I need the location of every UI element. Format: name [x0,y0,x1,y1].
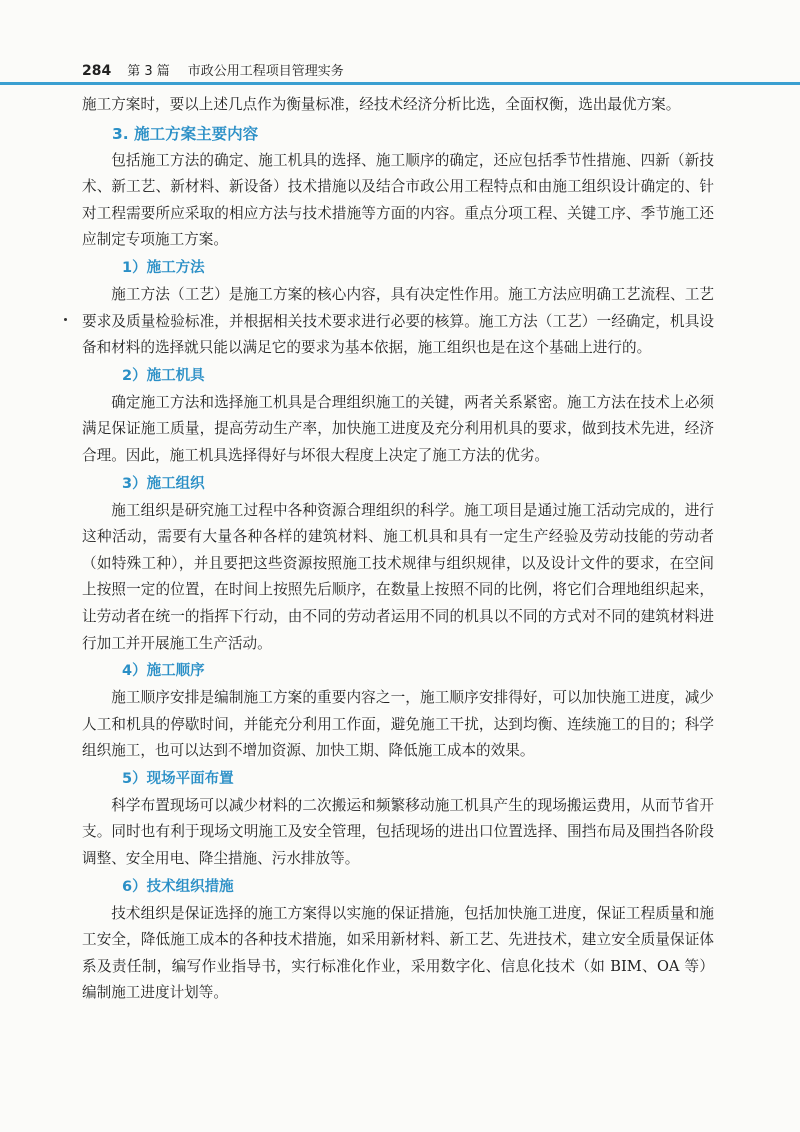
margin-mark [64,318,67,321]
subsection-heading-technical-measures: 6）技术组织措施 [122,878,234,895]
book-part-title: 市政公用工程项目管理实务 [187,64,344,79]
section-heading: 3. 施工方案主要内容 [112,124,259,143]
subsection-heading-machinery: 2）施工机具 [122,367,205,384]
subsection-paragraph-method: 施工方法（工艺）是施工方案的核心内容，具有决定性作用。施工方法应明确工艺流程、工艺要求及质量检验标准，并根据相关技术要求进行必要的核算。施工方法（工艺）一经确定，机具设备和材料的选择就只能以满足它的要求为基本依据，施工组织也是在这个基础上进行的。 [82,285,714,357]
header-rule [0,82,800,85]
subsection-heading-sequence: 4）施工顺序 [122,663,205,680]
subsection-paragraph-site-layout: 科学布置现场可以减少材料的二次搬运和频繁移动施工机具产生的现场搬运费用，从而节省开支。同时也有利于现场文明施工及安全管理，包括现场的进出口位置选择、围挡布局及围挡各阶段调整、安全用电、降尘措施、污水排放等。 [82,796,714,868]
part-label: 第 3 篇 [127,64,170,79]
subsection-paragraph-machinery: 确定施工方法和选择施工机具是合理组织施工的关键，两者关系紧密。施工方法在技术上必须满足保证施工质量，提高劳动生产率，加快施工进度及充分利用机具的要求，做到技术先进，经济合理。因此，施工机具选择得好与坏很大程度上决定了施工方法的优劣。 [82,393,714,464]
page-number: 284 [82,63,112,79]
subsection-paragraph-organization: 施工组织是研究施工过程中各种资源合理组织的科学。施工项目是通过施工活动完成的，进行这种活动，需要有大量各种各样的建筑材料、施工机具和具有一定生产经验及劳动技能的劳动者（如特殊工种），并且要把这些资源按照施工技术规律与组织规律，以及设计文件的要求，在空间上按照一定的位置，在时间上按照先后顺序，在数量上按照不同的比例，将它们合理地组织起来，让劳动者在统一的指挥下行动，由不同的劳动者运用不同的机具以不同的方式对不同的建筑材料进行加工并开展施工生产活动。 [82,501,714,652]
section-paragraph: 包括施工方法的确定、施工机具的选择、施工顺序的确定，还应包括季节性措施、四新（新技术、新工艺、新材料、新设备）技术措施以及结合市政公用工程特点和由施工组织设计确定的、针对工程需要所应采取的相应方法与技术措施等方面的内容。重点分项工程、关键工序、季节施工还应制定专项施工方案。 [82,151,714,249]
subsection-heading-organization: 3）施工组织 [122,475,205,492]
running-header [82,60,344,79]
intro-paragraph: 施工方案时，要以上述几点作为衡量标准，经技术经济分析比选，全面权衡，选出最优方案。 [82,96,681,113]
page-body [82,92,714,1007]
subsection-heading-method: 1）施工方法 [122,259,205,276]
subsection-heading-site-layout: 5）现场平面布置 [122,770,234,787]
subsection-paragraph-sequence: 施工顺序安排是编制施工方案的重要内容之一，施工顺序安排得好，可以加快施工进度，减少人工和机具的停歇时间，并能充分利用工作面，避免施工干扰，达到均衡、连续施工的目的；科学组织施工，也可以达到不增加资源、加快工期、降低施工成本的效果。 [82,689,714,760]
subsection-paragraph-technical-measures: 技术组织是保证选择的施工方案得以实施的保证措施，包括加快施工进度，保证工程质量和施工安全，降低施工成本的各种技术措施，如采用新材料、新工艺、先进技术，建立安全质量保证体系及责任制，编写作业指导书，实行标准化作业，采用数字化、信息化技术（如 BIM、OA 等）编制施工进度计划等。 [82,904,714,1002]
